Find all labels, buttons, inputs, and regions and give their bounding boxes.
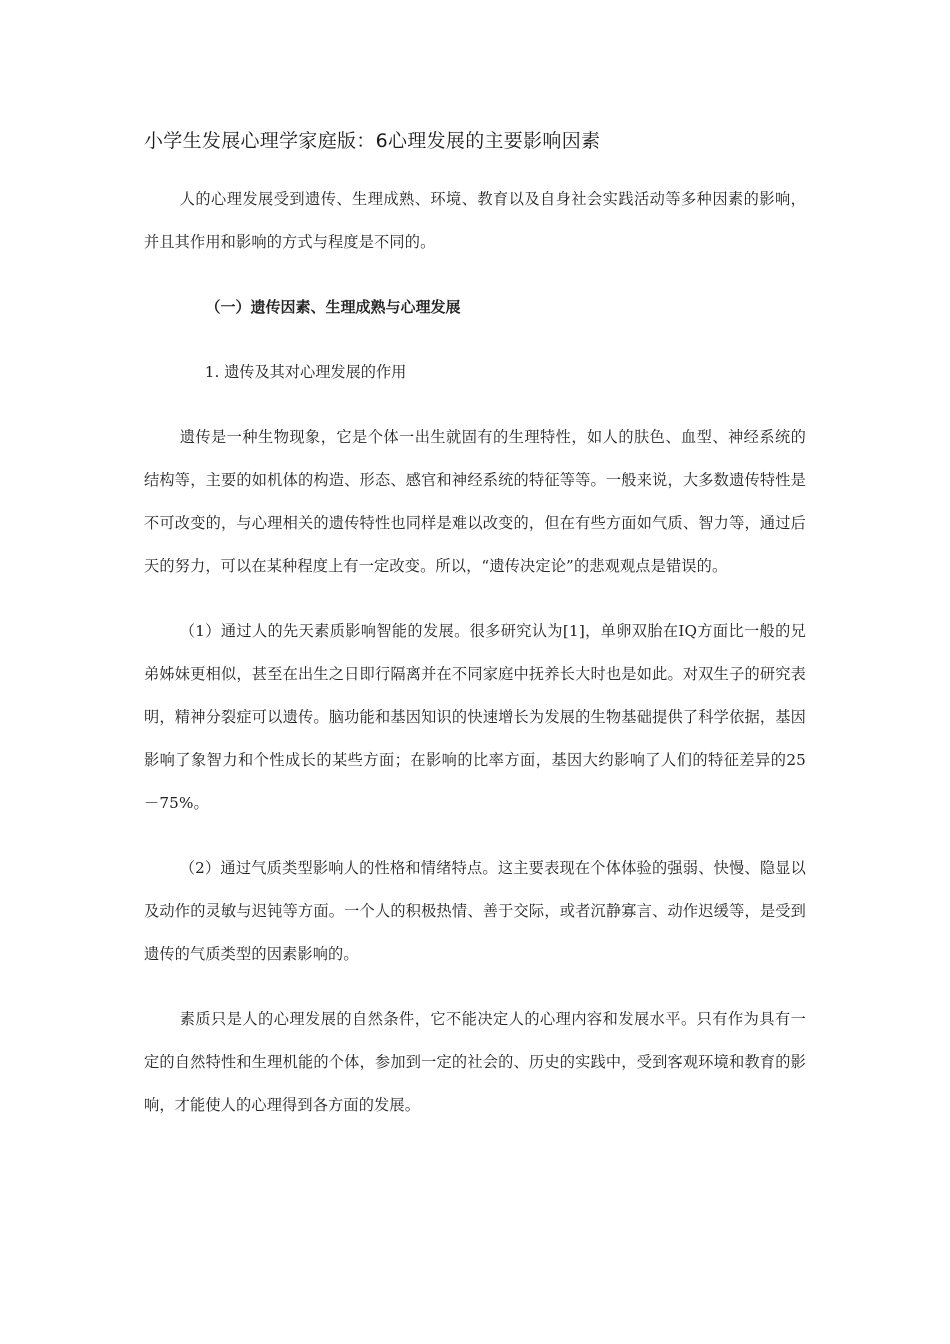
paragraph-heredity-definition: 遗传是一种生物现象，它是个体一出生就固有的生理特性，如人的肤色、血型、神经系统的结构等，主要的如机体的构造、形态、感官和神经系统的特征等等。一般来说，大多数遗传特性是不可改变的，与心理相关的遗传特性也同样是难以改变的，但在有些方面如气质、智力等，通过后天的努力，可以在某种程度上有一定改变。所以，“遗传决定论”的悲观观点是错误的。: [144, 428, 806, 575]
document-page: [144, 126, 806, 1149]
paragraph-temperament: （2）通过气质类型影响人的性格和情绪特点。这主要表现在个体体验的强弱、快慢、隐显以及动作的灵敏与迟钝等方面。一个人的积极热情、善于交际，或者沉静寡言、动作迟缓等，是受到遗传的气质类型的因素影响的。: [144, 859, 806, 963]
intro-paragraph: 人的心理发展受到遗传、生理成熟、环境、教育以及自身社会实践活动等多种因素的影响，并且其作用和影响的方式与程度是不同的。: [144, 190, 806, 251]
paragraph-intelligence: （1）通过人的先天素质影响智能的发展。很多研究认为[1]，单卵双胎在IQ方面比一般的兄弟姊妹更相似，甚至在出生之日即行隔离并在不同家庭中抚养长大时也是如此。对双生子的研究表明，精神分裂症可以遗传。脑功能和基因知识的快速增长为发展的生物基础提供了科学依据，基因影响了象智力和个性成长的某些方面；在影响的比率方面，基因大约影响了人们的特征差异的25－75%。: [144, 622, 806, 812]
document-title: 小学生发展心理学家庭版：6心理发展的主要影响因素: [144, 130, 601, 152]
paragraph-conclusion: 素质只是人的心理发展的自然条件，它不能决定人的心理内容和发展水平。只有作为具有一定的自然特性和生理机能的个体，参加到一定的社会的、历史的实践中，受到客观环境和教育的影响，才能使人的心理得到各方面的发展。: [144, 1010, 806, 1114]
subsection-heading-heredity: 1. 遗传及其对心理发展的作用: [204, 363, 407, 381]
section-heading-genetics: （一）遗传因素、生理成熟与心理发展: [205, 298, 461, 316]
